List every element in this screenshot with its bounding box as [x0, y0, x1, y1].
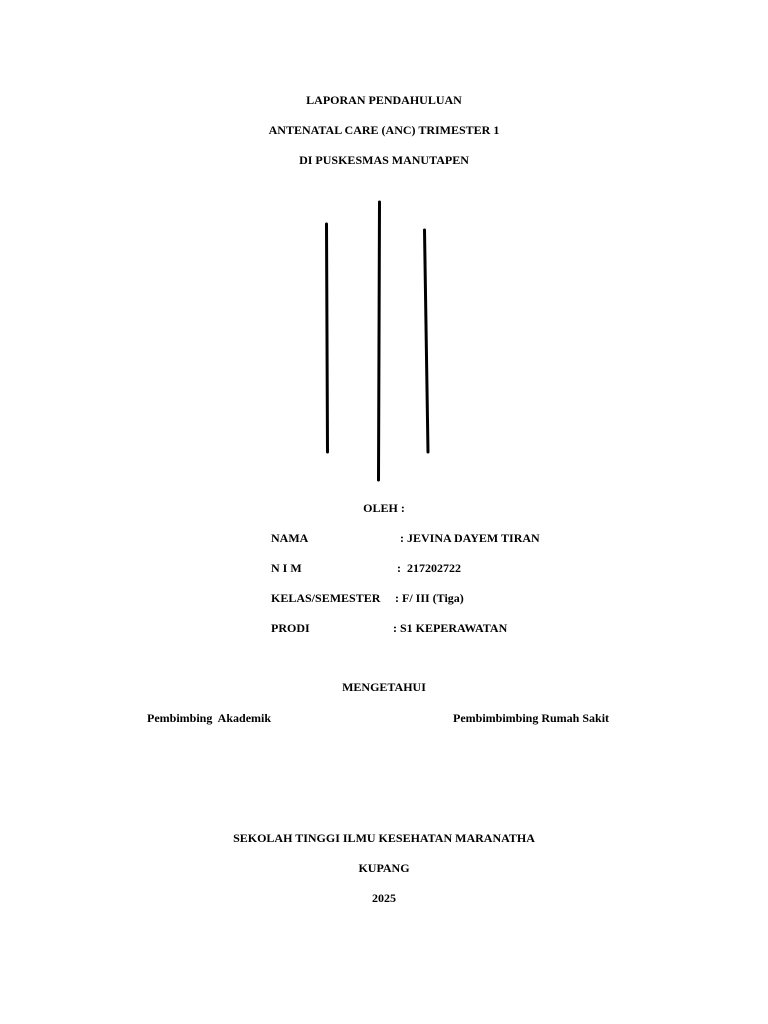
field-label-prodi: PRODI — [271, 621, 310, 635]
field-value-prodi: : S1 KEPERAWATAN — [393, 621, 508, 635]
field-label-kelas: KELAS/SEMESTER — [271, 591, 381, 605]
oleh-label: OLEH : — [363, 501, 405, 515]
academic-supervisor-label: Pembimbing Akademik — [147, 711, 272, 725]
report-location: DI PUSKESMAS MANUTAPEN — [299, 153, 469, 167]
year-label: 2025 — [372, 891, 396, 905]
institution-name: SEKOLAH TINGGI ILMU KESEHATAN MARANATHA — [233, 831, 535, 845]
field-value-kelas: : F/ III (Tiga) — [395, 591, 464, 605]
hospital-supervisor-label: Pembimbimbing Rumah Sakit — [453, 711, 610, 725]
decorative-line-right — [425, 230, 429, 452]
field-value-nama: : JEVINA DAYEM TIRAN — [400, 531, 540, 545]
report-title: LAPORAN PENDAHULUAN — [306, 93, 462, 107]
decorative-line-middle — [379, 202, 380, 480]
field-label-nim: N I M — [271, 561, 302, 575]
report-subtitle: ANTENATAL CARE (ANC) TRIMESTER 1 — [268, 123, 500, 137]
field-label-nama: NAMA — [271, 531, 309, 545]
decorative-line-left — [327, 224, 328, 452]
city-name: KUPANG — [358, 861, 410, 875]
field-value-nim: : 217202722 — [397, 561, 461, 575]
mengetahui-label: MENGETAHUI — [342, 680, 426, 694]
